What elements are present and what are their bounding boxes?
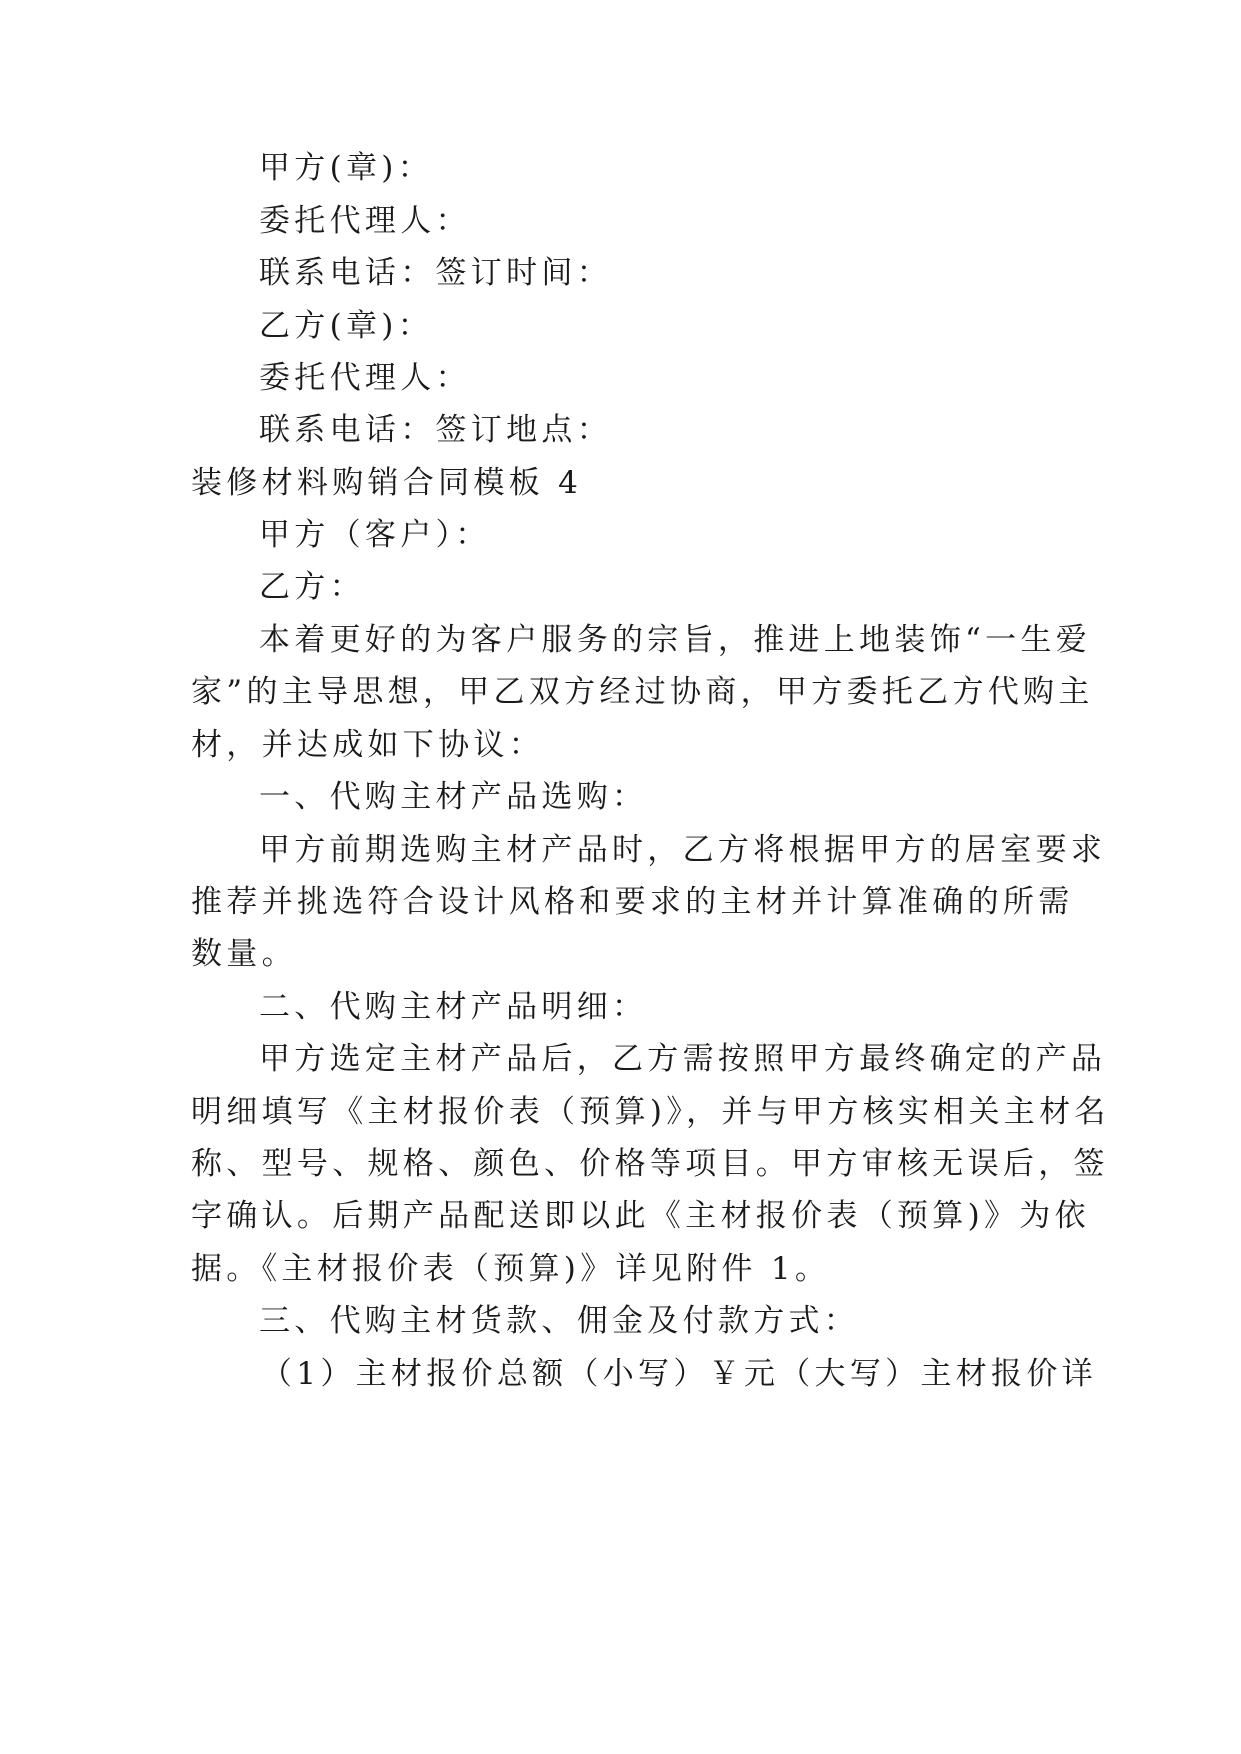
paragraph-line: 甲方前期选购主材产品时，乙方将根据甲方的居室要求 xyxy=(259,832,1107,868)
party-b-seal-line: 乙方(章)： xyxy=(259,308,433,344)
paragraph-line: 推荐并挑选符合设计风格和要求的主材并计算准确的所需 xyxy=(191,884,1074,920)
party-a-phone-date-line: 联系电话：签订时间： xyxy=(259,255,612,291)
paragraph-line: 家”的主导思想，甲乙双方经过协商，甲方委托乙方代购主 xyxy=(191,674,1094,710)
party-b-phone-place-line: 联系电话：签订地点： xyxy=(259,412,612,448)
paragraph-line: 材，并达成如下协议： xyxy=(191,727,544,763)
paragraph-line: 本着更好的为客户服务的宗旨，推进上地装饰“一生爱 xyxy=(259,622,1092,658)
clause-heading: 一、代购主材产品选购： xyxy=(259,779,648,815)
party-a-seal-line: 甲方(章)： xyxy=(259,150,433,186)
paragraph-line: 明细填写《主材报价表（预算)》，并与甲方核实相关主材名 xyxy=(191,1094,1110,1130)
party-a-client-line: 甲方（客户）： xyxy=(259,517,491,553)
paragraph-line: 甲方选定主材产品后，乙方需按照甲方最终确定的产品 xyxy=(259,1041,1107,1077)
paragraph-line: 称、型号、规格、颜色、价格等项目。甲方审核无误后，签 xyxy=(191,1146,1109,1182)
party-b-agent-line: 委托代理人： xyxy=(259,360,471,396)
paragraph-line: 字确认。后期产品配送即以此《主材报价表（预算)》为依 xyxy=(191,1198,1090,1234)
party-b-line: 乙方： xyxy=(259,569,365,605)
paragraph-line: 据。《主材报价表（预算)》详见附件 1。 xyxy=(191,1251,831,1287)
paragraph-line: 数量。 xyxy=(191,936,297,972)
clause-heading: 二、代购主材产品明细： xyxy=(259,989,648,1025)
party-a-agent-line: 委托代理人： xyxy=(259,203,471,239)
section-heading: 装修材料购销合同模板 4 xyxy=(191,465,583,501)
clause-heading: 三、代购主材货款、佣金及付款方式： xyxy=(259,1303,860,1339)
paragraph-line: （1）主材报价总额（小写）￥元（大写）主材报价详 xyxy=(261,1356,1097,1392)
